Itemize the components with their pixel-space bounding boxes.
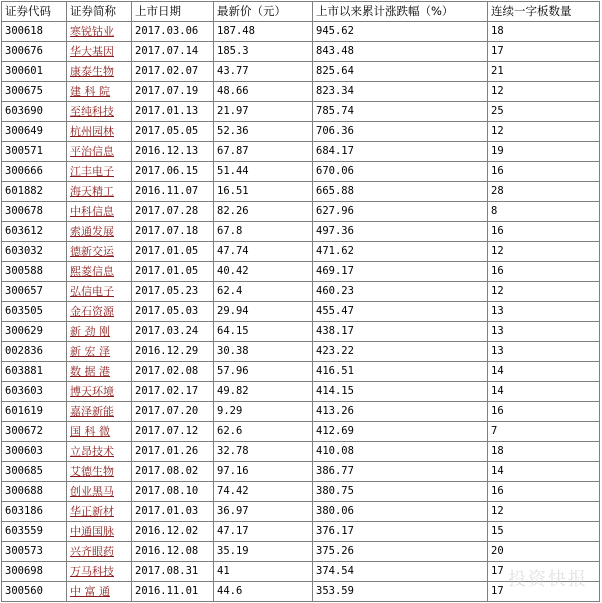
stock-name-cell[interactable] — [67, 22, 132, 42]
stock-code-cell: 603612 — [2, 222, 67, 242]
stock-name-cell[interactable] — [67, 442, 132, 462]
listing-date-cell: 2017.07.18 — [132, 222, 214, 242]
table-row — [2, 322, 600, 342]
header-row — [2, 2, 600, 22]
listing-date-cell: 2017.06.15 — [132, 162, 214, 182]
table-row — [2, 142, 600, 162]
cumulative-change-cell: 825.64 — [313, 62, 488, 82]
limit-up-count-cell: 14 — [488, 382, 600, 402]
cumulative-change-cell: 945.62 — [313, 22, 488, 42]
table-row — [2, 422, 600, 442]
stock-name-cell[interactable] — [67, 142, 132, 162]
listing-date-cell: 2017.03.24 — [132, 322, 214, 342]
stock-name-link[interactable]: 杭州园林 — [70, 125, 114, 138]
table-container — [1, 1, 600, 602]
stock-name-link[interactable]: 创业黑马 — [70, 485, 114, 498]
latest-price-cell: 40.42 — [214, 262, 313, 282]
stock-name-cell[interactable] — [67, 202, 132, 222]
table-row — [2, 522, 600, 542]
stock-code-cell: 300560 — [2, 582, 67, 602]
listing-date-cell: 2017.07.14 — [132, 42, 214, 62]
cumulative-change-cell: 386.77 — [313, 462, 488, 482]
stock-name-cell[interactable] — [67, 502, 132, 522]
cumulative-change-cell: 823.34 — [313, 82, 488, 102]
table-row — [2, 262, 600, 282]
latest-price-cell: 57.96 — [214, 362, 313, 382]
table-row — [2, 102, 600, 122]
stock-code-cell: 603559 — [2, 522, 67, 542]
limit-up-count-cell: 20 — [488, 542, 600, 562]
limit-up-count-cell: 13 — [488, 302, 600, 322]
listing-date-cell: 2017.05.03 — [132, 302, 214, 322]
cumulative-change-cell: 376.17 — [313, 522, 488, 542]
limit-up-count-cell: 25 — [488, 102, 600, 122]
cumulative-change-cell: 410.08 — [313, 442, 488, 462]
latest-price-cell: 29.94 — [214, 302, 313, 322]
latest-price-cell: 62.6 — [214, 422, 313, 442]
latest-price-cell: 44.6 — [214, 582, 313, 602]
limit-up-count-cell: 19 — [488, 142, 600, 162]
table-row — [2, 242, 600, 262]
stock-name-link[interactable]: 建 科 院 — [70, 85, 110, 98]
stock-code-cell: 603603 — [2, 382, 67, 402]
latest-price-cell: 48.66 — [214, 82, 313, 102]
stock-code-cell: 002836 — [2, 342, 67, 362]
stock-name-cell[interactable] — [67, 342, 132, 362]
cumulative-change-cell: 627.96 — [313, 202, 488, 222]
limit-up-count-cell: 16 — [488, 482, 600, 502]
stock-code-cell: 601882 — [2, 182, 67, 202]
stock-name-link[interactable]: 艾德生物 — [70, 465, 114, 478]
stock-code-cell: 300666 — [2, 162, 67, 182]
cumulative-change-cell: 412.69 — [313, 422, 488, 442]
listing-date-cell: 2017.02.17 — [132, 382, 214, 402]
latest-price-cell: 64.15 — [214, 322, 313, 342]
stock-name-cell[interactable] — [67, 582, 132, 602]
listing-date-cell: 2016.12.08 — [132, 542, 214, 562]
stock-code-cell: 300698 — [2, 562, 67, 582]
stock-name-link[interactable]: 寒锐钴业 — [70, 25, 114, 38]
header-code: 证券代码 — [2, 2, 67, 22]
listing-date-cell: 2017.08.10 — [132, 482, 214, 502]
latest-price-cell: 52.36 — [214, 122, 313, 142]
stock-code-cell: 300573 — [2, 542, 67, 562]
listing-date-cell: 2017.02.08 — [132, 362, 214, 382]
latest-price-cell: 41 — [214, 562, 313, 582]
cumulative-change-cell: 416.51 — [313, 362, 488, 382]
stock-name-cell[interactable] — [67, 382, 132, 402]
limit-up-count-cell: 18 — [488, 442, 600, 462]
stock-name-cell[interactable] — [67, 42, 132, 62]
stock-name-cell[interactable] — [67, 102, 132, 122]
latest-price-cell: 36.97 — [214, 502, 313, 522]
stock-name-cell[interactable] — [67, 422, 132, 442]
latest-price-cell: 97.16 — [214, 462, 313, 482]
stock-name-link[interactable]: 至纯科技 — [70, 105, 114, 118]
listing-date-cell: 2017.02.07 — [132, 62, 214, 82]
listing-date-cell: 2017.07.20 — [132, 402, 214, 422]
stock-name-link[interactable]: 弘信电子 — [70, 285, 114, 298]
stock-name-link[interactable]: 嘉泽新能 — [70, 405, 114, 418]
stock-name-link[interactable]: 金石资源 — [70, 305, 114, 318]
stock-code-cell: 300601 — [2, 62, 67, 82]
stock-code-cell: 603186 — [2, 502, 67, 522]
stock-code-cell: 300676 — [2, 42, 67, 62]
limit-up-count-cell: 18 — [488, 22, 600, 42]
limit-up-count-cell: 8 — [488, 202, 600, 222]
limit-up-count-cell: 13 — [488, 322, 600, 342]
latest-price-cell: 49.82 — [214, 382, 313, 402]
stock-name-link[interactable]: 博天环境 — [70, 385, 114, 398]
stock-name-cell[interactable] — [67, 282, 132, 302]
stock-name-link[interactable]: 华大基因 — [70, 45, 114, 58]
listing-date-cell: 2017.01.03 — [132, 502, 214, 522]
cumulative-change-cell: 469.17 — [313, 262, 488, 282]
stock-code-cell: 300629 — [2, 322, 67, 342]
listing-date-cell: 2017.05.23 — [132, 282, 214, 302]
stock-name-cell[interactable] — [67, 82, 132, 102]
stock-name-link[interactable]: 索通发展 — [70, 225, 114, 238]
stock-code-cell: 601619 — [2, 402, 67, 422]
limit-up-count-cell: 17 — [488, 42, 600, 62]
limit-up-count-cell: 12 — [488, 82, 600, 102]
stock-code-cell: 300588 — [2, 262, 67, 282]
stock-name-cell[interactable] — [67, 522, 132, 542]
stock-name-link[interactable]: 中 富 通 — [70, 585, 110, 598]
stock-name-link[interactable]: 中科信息 — [70, 205, 114, 218]
limit-up-count-cell: 13 — [488, 342, 600, 362]
limit-up-count-cell: 14 — [488, 462, 600, 482]
table-row — [2, 182, 600, 202]
stock-code-cell: 300603 — [2, 442, 67, 462]
limit-up-count-cell: 16 — [488, 262, 600, 282]
limit-up-count-cell: 7 — [488, 422, 600, 442]
stock-name-cell[interactable] — [67, 322, 132, 342]
stock-name-cell[interactable] — [67, 562, 132, 582]
cumulative-change-cell: 843.48 — [313, 42, 488, 62]
latest-price-cell: 67.87 — [214, 142, 313, 162]
stock-code-cell: 300618 — [2, 22, 67, 42]
table-row — [2, 402, 600, 422]
stock-code-cell: 300672 — [2, 422, 67, 442]
limit-up-count-cell: 17 — [488, 582, 600, 602]
latest-price-cell: 30.38 — [214, 342, 313, 362]
listing-date-cell: 2016.12.13 — [132, 142, 214, 162]
listing-date-cell: 2017.08.02 — [132, 462, 214, 482]
table-row — [2, 62, 600, 82]
stock-name-link[interactable]: 海天精工 — [70, 185, 114, 198]
stock-name-link[interactable]: 德新交运 — [70, 245, 114, 258]
listing-date-cell: 2017.01.26 — [132, 442, 214, 462]
cumulative-change-cell: 684.17 — [313, 142, 488, 162]
table-row — [2, 82, 600, 102]
latest-price-cell: 43.77 — [214, 62, 313, 82]
limit-up-count-cell: 12 — [488, 502, 600, 522]
table-row — [2, 282, 600, 302]
latest-price-cell: 187.48 — [214, 22, 313, 42]
cumulative-change-cell: 438.17 — [313, 322, 488, 342]
stock-name-cell[interactable] — [67, 162, 132, 182]
stock-name-cell[interactable] — [67, 242, 132, 262]
cumulative-change-cell: 374.54 — [313, 562, 488, 582]
latest-price-cell: 35.19 — [214, 542, 313, 562]
cumulative-change-cell: 413.26 — [313, 402, 488, 422]
cumulative-change-cell: 423.22 — [313, 342, 488, 362]
latest-price-cell: 47.74 — [214, 242, 313, 262]
stock-code-cell: 300657 — [2, 282, 67, 302]
stock-name-cell[interactable] — [67, 222, 132, 242]
latest-price-cell: 32.78 — [214, 442, 313, 462]
listing-date-cell: 2017.08.31 — [132, 562, 214, 582]
stock-name-cell[interactable] — [67, 362, 132, 382]
table-row — [2, 302, 600, 322]
latest-price-cell: 82.26 — [214, 202, 313, 222]
listing-date-cell: 2017.05.05 — [132, 122, 214, 142]
table-row — [2, 502, 600, 522]
stock-name-link[interactable]: 中通国脉 — [70, 525, 114, 538]
limit-up-count-cell: 16 — [488, 402, 600, 422]
listing-date-cell: 2016.12.29 — [132, 342, 214, 362]
cumulative-change-cell: 380.06 — [313, 502, 488, 522]
stock-name-link[interactable]: 江丰电子 — [70, 165, 114, 178]
latest-price-cell: 21.97 — [214, 102, 313, 122]
table-row — [2, 42, 600, 62]
cumulative-change-cell: 706.36 — [313, 122, 488, 142]
stock-name-link[interactable]: 国 科 微 — [70, 425, 110, 438]
cumulative-change-cell: 460.23 — [313, 282, 488, 302]
cumulative-change-cell: 380.75 — [313, 482, 488, 502]
table-row — [2, 582, 600, 602]
limit-up-count-cell: 16 — [488, 162, 600, 182]
cumulative-change-cell: 665.88 — [313, 182, 488, 202]
limit-up-count-cell: 12 — [488, 122, 600, 142]
cumulative-change-cell: 471.62 — [313, 242, 488, 262]
table-row — [2, 382, 600, 402]
stock-name-link[interactable]: 数 据 港 — [70, 365, 110, 378]
header-limit-count: 连续一字板数量 — [488, 2, 600, 22]
latest-price-cell: 67.8 — [214, 222, 313, 242]
stock-name-cell[interactable] — [67, 302, 132, 322]
limit-up-count-cell: 16 — [488, 222, 600, 242]
listing-date-cell: 2017.01.05 — [132, 262, 214, 282]
stock-code-cell: 603690 — [2, 102, 67, 122]
stock-code-cell: 603032 — [2, 242, 67, 262]
stock-name-link[interactable]: 平治信息 — [70, 145, 114, 158]
stock-name-cell[interactable] — [67, 462, 132, 482]
latest-price-cell: 74.42 — [214, 482, 313, 502]
watermark: 投资快报 — [508, 569, 588, 590]
table-row — [2, 162, 600, 182]
limit-up-count-cell: 14 — [488, 362, 600, 382]
header-date: 上市日期 — [132, 2, 214, 22]
listing-date-cell: 2017.03.06 — [132, 22, 214, 42]
listing-date-cell: 2017.07.19 — [132, 82, 214, 102]
stock-code-cell: 300678 — [2, 202, 67, 222]
stock-code-cell: 300685 — [2, 462, 67, 482]
limit-up-count-cell: 28 — [488, 182, 600, 202]
table-row — [2, 362, 600, 382]
stock-code-cell: 300649 — [2, 122, 67, 142]
stock-code-cell: 603505 — [2, 302, 67, 322]
table-row — [2, 342, 600, 362]
latest-price-cell: 9.29 — [214, 402, 313, 422]
header-price: 最新价（元） — [214, 2, 313, 22]
limit-up-count-cell: 12 — [488, 282, 600, 302]
table-body — [2, 22, 600, 602]
latest-price-cell: 16.51 — [214, 182, 313, 202]
listing-date-cell: 2016.11.07 — [132, 182, 214, 202]
table-row — [2, 202, 600, 222]
latest-price-cell: 185.3 — [214, 42, 313, 62]
table-row — [2, 562, 600, 582]
stock-code-cell: 300571 — [2, 142, 67, 162]
stock-name-link[interactable]: 康泰生物 — [70, 65, 114, 78]
listing-date-cell: 2017.07.28 — [132, 202, 214, 222]
cumulative-change-cell: 353.59 — [313, 582, 488, 602]
stock-code-cell: 300688 — [2, 482, 67, 502]
latest-price-cell: 51.44 — [214, 162, 313, 182]
listing-date-cell: 2017.07.12 — [132, 422, 214, 442]
table-row — [2, 542, 600, 562]
stock-name-link[interactable]: 立昂技术 — [70, 445, 114, 458]
stock-name-cell[interactable] — [67, 482, 132, 502]
stock-code-cell: 300675 — [2, 82, 67, 102]
stock-name-cell[interactable] — [67, 62, 132, 82]
stock-name-link[interactable]: 熙菱信息 — [70, 265, 114, 278]
stock-name-cell[interactable] — [67, 122, 132, 142]
cumulative-change-cell: 670.06 — [313, 162, 488, 182]
stock-name-cell[interactable] — [67, 182, 132, 202]
limit-up-count-cell: 17 — [488, 562, 600, 582]
stock-name-link[interactable]: 新 宏 泽 — [70, 345, 110, 358]
listing-date-cell: 2016.12.02 — [132, 522, 214, 542]
stock-name-cell[interactable] — [67, 542, 132, 562]
table-row — [2, 442, 600, 462]
stock-name-link[interactable]: 华正新材 — [70, 505, 114, 518]
latest-price-cell: 62.4 — [214, 282, 313, 302]
listing-date-cell: 2017.01.13 — [132, 102, 214, 122]
table-row — [2, 462, 600, 482]
limit-up-count-cell: 21 — [488, 62, 600, 82]
table-row — [2, 22, 600, 42]
stock-name-link[interactable]: 新 劲 刚 — [70, 325, 110, 338]
header-name: 证券简称 — [67, 2, 132, 22]
header-change: 上市以来累计涨跌幅（%） — [313, 2, 488, 22]
stock-code-cell: 603881 — [2, 362, 67, 382]
cumulative-change-cell: 414.15 — [313, 382, 488, 402]
stock-name-cell[interactable] — [67, 402, 132, 422]
stock-name-cell[interactable] — [67, 262, 132, 282]
stock-name-link[interactable]: 万马科技 — [70, 565, 114, 578]
cumulative-change-cell: 785.74 — [313, 102, 488, 122]
latest-price-cell: 47.17 — [214, 522, 313, 542]
table-row — [2, 222, 600, 242]
limit-up-count-cell: 15 — [488, 522, 600, 542]
cumulative-change-cell: 455.47 — [313, 302, 488, 322]
stock-table — [1, 1, 600, 602]
listing-date-cell: 2017.01.05 — [132, 242, 214, 262]
stock-name-link[interactable]: 兴齐眼药 — [70, 545, 114, 558]
limit-up-count-cell: 12 — [488, 242, 600, 262]
table-row — [2, 482, 600, 502]
table-row — [2, 122, 600, 142]
listing-date-cell: 2016.11.01 — [132, 582, 214, 602]
cumulative-change-cell: 497.36 — [313, 222, 488, 242]
cumulative-change-cell: 375.26 — [313, 542, 488, 562]
